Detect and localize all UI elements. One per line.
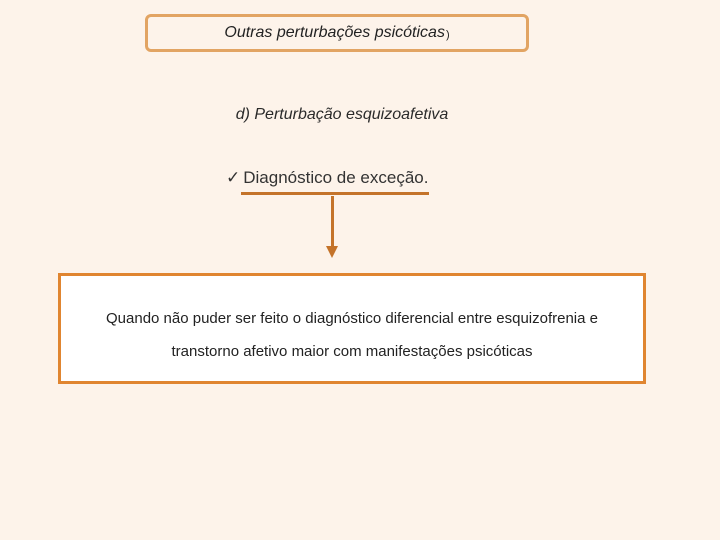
bullet-text: Diagnóstico de exceção. [243, 168, 429, 187]
arrow-down-line [331, 196, 334, 248]
bullet-item [226, 168, 428, 188]
content-line-1: Quando não puder ser feito o diagnóstico diferencial entre esquizofrenia e [106, 310, 598, 327]
title-paren: ) [445, 29, 450, 41]
underline-divider [241, 192, 429, 195]
arrow-down-icon [326, 246, 338, 258]
title-box [145, 14, 529, 52]
title-text: Outras perturbações psicóticas [224, 24, 445, 41]
checkmark-icon: ✓ [226, 168, 241, 187]
content-line-2: transtorno afetivo maior com manifestações psicóticas [171, 343, 533, 360]
content-box [58, 273, 646, 384]
subtitle: d) Perturbação esquizoafetiva [235, 106, 449, 123]
